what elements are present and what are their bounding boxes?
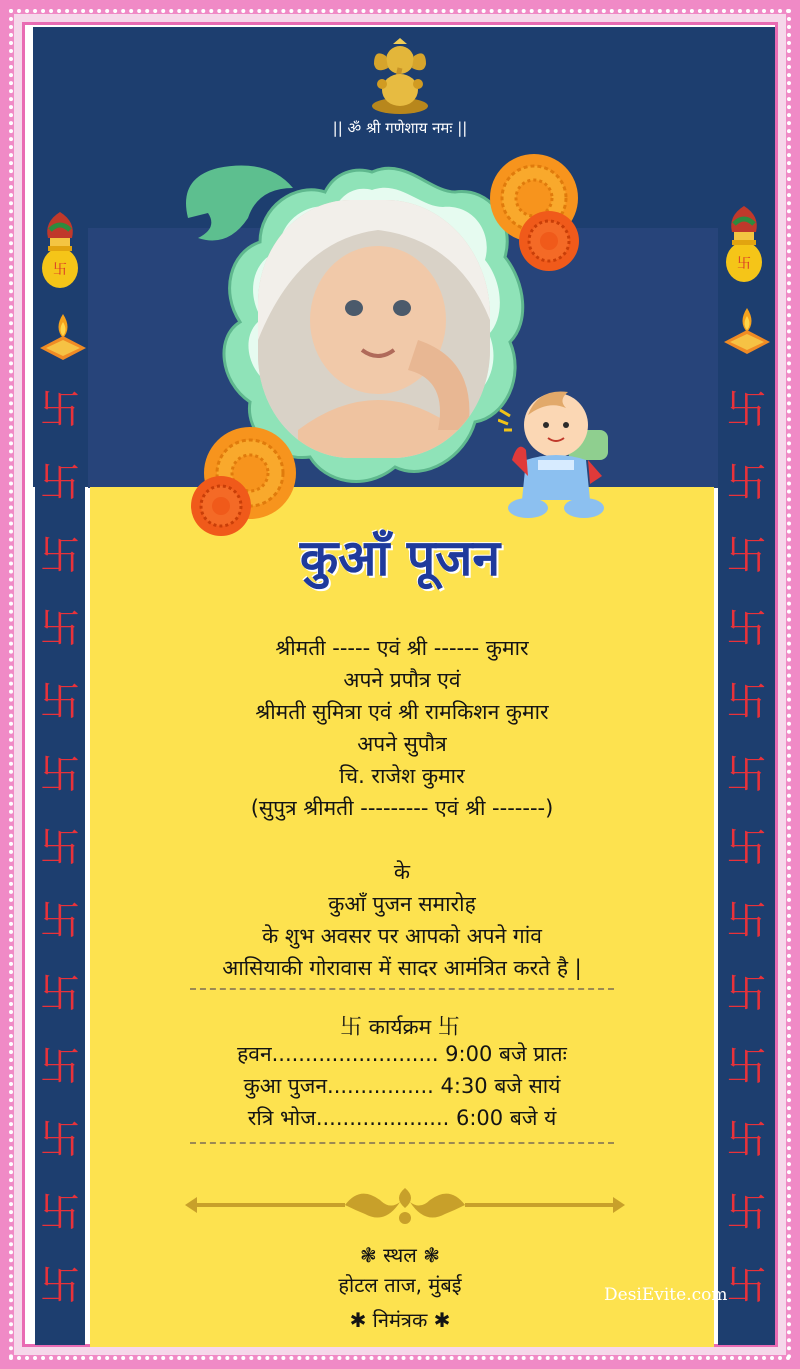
swastika-icon: 卐 — [726, 606, 767, 652]
venue-place: होटल ताज, मुंबई — [338, 1273, 462, 1297]
invitation-line: के शुभ अवसर पर आपको अपने गांव — [262, 924, 542, 948]
diya-icon — [722, 306, 772, 356]
swastika-icon: 卐 — [40, 1044, 80, 1090]
baby-photo — [258, 200, 490, 458]
swastika-icon: 卐 — [40, 1190, 80, 1236]
swastika-icon: 卐 — [40, 606, 80, 652]
program-item: रत्रि भोज.................... 6:00 बजे यं — [247, 1106, 557, 1130]
swastika-icon: 卐 — [726, 752, 767, 798]
swastika-icon: 卐 — [40, 533, 80, 579]
ornamental-divider-icon — [185, 1180, 625, 1230]
kalash-icon — [722, 206, 766, 284]
invitation-line — [90, 824, 714, 856]
program-item: हवन......................... 9:00 बजे प्रातः — [237, 1042, 567, 1066]
invitation-line: कुआँ पुजन समारोह — [328, 892, 476, 916]
swastika-icon: 卐 — [40, 971, 80, 1017]
invitation-title: कुआँ पूजन — [299, 529, 501, 587]
dashed-divider — [190, 1142, 614, 1144]
swastika-icon: 卐 — [726, 898, 767, 944]
swastika-icon: 卐 — [726, 387, 767, 433]
swastika-icon: 卐 — [40, 460, 80, 506]
swastika-icon: 卐 — [726, 1117, 767, 1163]
dashed-divider — [190, 988, 614, 990]
invitation-line: अपने सुपौत्र — [357, 732, 447, 756]
swastika-icon: 卐 — [726, 825, 767, 871]
swastika-icon: 卐 — [40, 1263, 80, 1309]
left-swastika-column — [35, 370, 85, 1345]
program-list — [190, 1038, 614, 1134]
swastika-icon: 卐 — [726, 1263, 767, 1309]
venue-heading: ❃ स्थल ❃ — [360, 1243, 440, 1267]
swastika-icon: 卐 — [40, 898, 80, 944]
baby-cartoon-icon — [498, 380, 618, 520]
program-heading-text: कार्यक्रम — [368, 1015, 432, 1039]
invitation-line: (सुपुत्र श्रीमती --------- एवं श्री -------) — [250, 796, 554, 820]
baby-photo-illustration — [258, 200, 490, 458]
swastika-icon: 卐 — [726, 1044, 767, 1090]
swastika-icon: 卐 — [726, 460, 767, 506]
program-item: कुआ पुजन................ 4:30 बजे सायं — [243, 1074, 561, 1098]
swastika-icon: 卐 — [40, 387, 80, 433]
swastika-icon: 卐 — [40, 1117, 80, 1163]
svg-text:卐: 卐 — [737, 256, 751, 272]
invitation-line: श्रीमती ----- एवं श्री ------ कुमार — [275, 636, 529, 660]
diya-icon — [38, 312, 88, 362]
kalash-icon — [38, 212, 82, 290]
ganesha-icon — [360, 38, 440, 118]
swastika-icon: 卐 — [40, 752, 80, 798]
invitation-line: चि. राजेश कुमार — [339, 764, 465, 788]
swastika-icon: 卐 — [726, 533, 767, 579]
invitation-line: अपने प्रपौत्र एवं — [343, 668, 461, 692]
program-heading — [0, 1010, 800, 1041]
swastika-icon: 卐 — [40, 679, 80, 725]
swastika-icon: 卐 — [726, 1190, 767, 1236]
invitation-line: के — [393, 860, 411, 884]
svg-text:卐: 卐 — [53, 262, 67, 278]
swastika-icon: 卐 — [340, 1015, 363, 1040]
swastika-icon: 卐 — [437, 1015, 460, 1040]
swastika-icon: 卐 — [40, 825, 80, 871]
swastika-icon: 卐 — [726, 679, 767, 725]
right-swastika-column — [718, 370, 775, 1345]
mantra-text: || ॐ श्री गणेशाय नमः || — [332, 119, 468, 137]
invitation-line: आसियाकी गोरावास में सादर आमंत्रित करते है | — [222, 956, 582, 980]
swastika-icon: 卐 — [726, 971, 767, 1017]
invitation-body — [90, 632, 714, 984]
marigold-icon — [518, 210, 580, 272]
watermark: DesiEvite.com — [604, 1285, 728, 1305]
invitation-line: श्रीमती सुमित्रा एवं श्री रामकिशन कुमार — [255, 700, 549, 724]
host-heading: ✱ निमंत्रक ✱ — [349, 1308, 451, 1332]
